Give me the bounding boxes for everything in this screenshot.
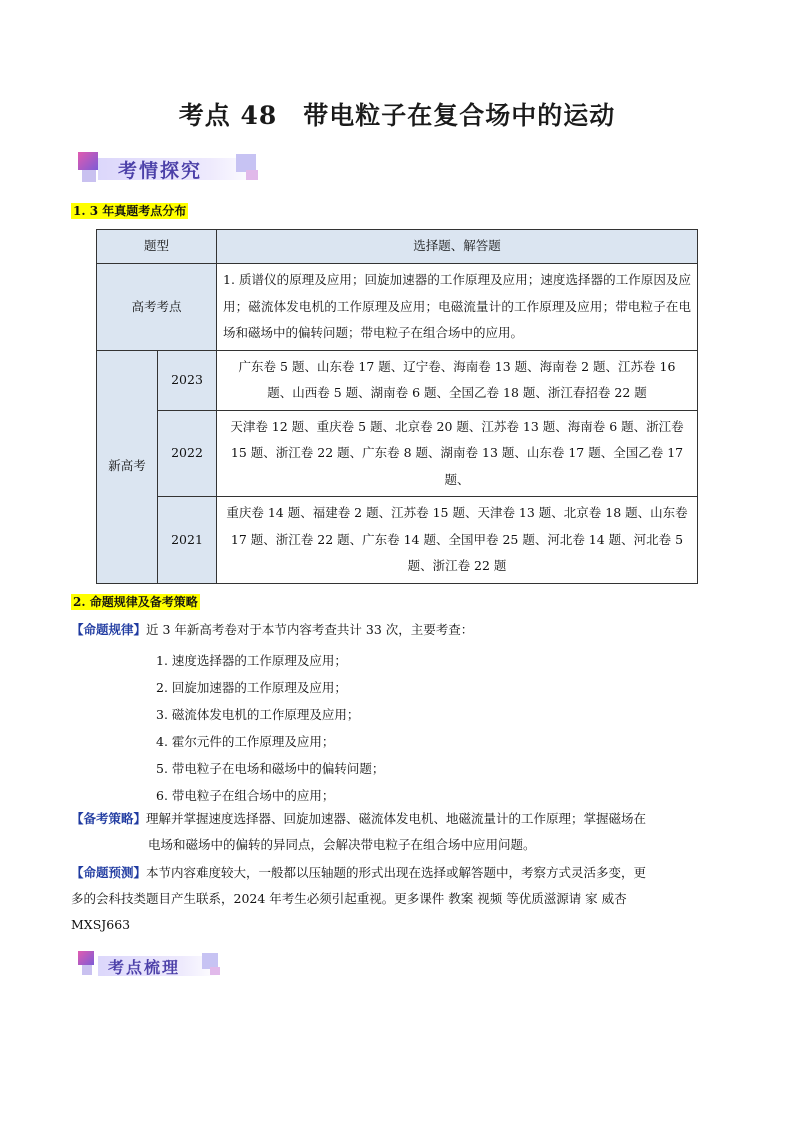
table-row — [97, 410, 698, 497]
table-cell: 高考考点 — [97, 264, 217, 351]
table-row — [97, 350, 698, 410]
table-cell: 选择题、解答题 — [217, 230, 698, 264]
section-heading: 1. 3 年真题考点分布 — [73, 204, 187, 218]
list-item: 3. 磁流体发电机的工作原理及应用； — [156, 707, 360, 722]
table-cell: 广东卷 5 题、山东卷 17 题、辽宁卷、海南卷 13 题、海南卷 2 题、江苏卷 16 题、山西卷 5 题、湖南卷 6 题、全国乙卷 18 题、浙江春招卷 22 题 — [217, 350, 698, 410]
banner-title: 考点梳理 — [108, 958, 181, 977]
table-cell: 题型 — [97, 230, 217, 264]
prediction-line: 本节内容难度较大，一般都以压轴题的形式出现在选择或解答题中，考察方式灵活多变，更 — [146, 865, 647, 880]
strategy-line: 电场和磁场中的偏转的异同点，会解决带电粒子在组合场中应用问题。 — [148, 837, 536, 852]
page-title: 考点 48 带电粒子在复合场中的运动 — [178, 101, 616, 130]
rule-text: 近 3 年新高考卷对于本节内容考查共计 33 次，主要考查： — [146, 622, 474, 637]
prediction-line: 多的会科技类题目产生联系，2024 年考生必须引起重视。更多课件 教案 视频 等优质滋源请 家 威杏 — [71, 891, 627, 906]
table-cell: 2021 — [158, 497, 217, 584]
section-banner-knowledge-outline — [78, 951, 224, 983]
banner-decoration — [78, 152, 98, 170]
banner-decoration — [246, 170, 258, 180]
banner-title: 考情探究 — [118, 160, 203, 182]
table-cell: 天津卷 12 题、重庆卷 5 题、北京卷 20 题、江苏卷 13 题、海南卷 6 题、浙江卷 15 题、浙江卷 22 题、广东卷 8 题、湖南卷 13 题、山东卷 17 题、全国乙卷 17 题、 — [217, 410, 698, 497]
table-cell: 2022 — [158, 410, 217, 497]
table-cell: 重庆卷 14 题、福建卷 2 题、江苏卷 15 题、天津卷 13 题、北京卷 18 题、山东卷 17 题、浙江卷 22 题、广东卷 14 题、全国甲卷 25 题、河北卷 14 题、河北卷 5 题、浙江卷 22 题 — [217, 497, 698, 584]
table-row — [97, 497, 698, 584]
table-cell: 新高考 — [97, 350, 158, 583]
strategy-paragraph — [71, 806, 646, 832]
table-row — [97, 230, 698, 264]
list-item: 5. 带电粒子在电场和磁场中的偏转问题； — [156, 761, 385, 776]
list-item: 6. 带电粒子在组合场中的应用； — [156, 788, 335, 803]
section-heading: 2. 命题规律及备考策略 — [73, 595, 198, 609]
list-item: 4. 霍尔元件的工作原理及应用； — [156, 734, 335, 749]
table-cell: 2023 — [158, 350, 217, 410]
banner-decoration — [210, 967, 220, 975]
rule-tag: 【命题规律】 — [71, 622, 147, 637]
prediction-line: MXSJ663 — [71, 917, 131, 932]
list-item: 2. 回旋加速器的工作原理及应用； — [156, 680, 347, 695]
section-banner-exam-analysis — [78, 152, 262, 184]
rule-paragraph — [71, 617, 473, 643]
strategy-tag: 【备考策略】 — [71, 811, 147, 826]
prediction-paragraph — [71, 860, 646, 886]
list-item: 1. 速度选择器的工作原理及应用； — [156, 653, 347, 668]
table-row — [97, 264, 698, 351]
banner-decoration — [78, 951, 94, 965]
strategy-line: 理解并掌握速度选择器、回旋加速器、磁流体发电机、地磁流量计的工作原理；掌握磁场在 — [146, 811, 647, 826]
banner-decoration — [82, 170, 96, 182]
prediction-tag: 【命题预测】 — [71, 865, 147, 880]
rule-item-list — [156, 647, 384, 809]
table-cell: 1. 质谱仪的原理及应用；回旋加速器的工作原理及应用；速度选择器的工作原因及应用；磁流体发电机的工作原理及应用；电磁流量计的工作原理及应用；带电粒子在电场和磁场中的偏转问题；带电粒子在组合场中的应用。 — [217, 264, 698, 351]
banner-decoration — [82, 965, 92, 975]
exam-distribution-table — [96, 229, 698, 584]
